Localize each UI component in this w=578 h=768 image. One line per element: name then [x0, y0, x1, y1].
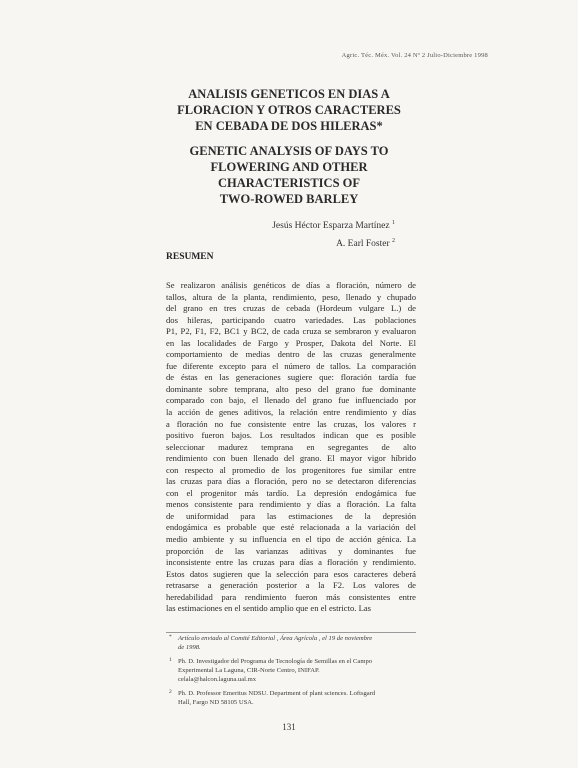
footnote-mark: 1 — [169, 657, 172, 663]
abstract-line: comparado con bajo, el llenado del grano fue influenciado por — [166, 395, 416, 406]
footnote-divider — [166, 632, 416, 633]
page-number: 131 — [282, 722, 296, 732]
footnote-line: celala@halcon.laguna.ual.mx — [178, 676, 257, 683]
abstract-line: proporción de las varianzas aditivas y dominantes fue — [166, 545, 416, 556]
abstract-line: dominante sobre temprana, alto peso del grano fue dominante — [166, 383, 416, 394]
footnote-line: Ph. D. Investigador del Programa de Tecnología de Semillas en el Campo — [178, 658, 373, 665]
abstract-line: seleccionar madurez temprana en segregantes de alto — [166, 441, 416, 452]
abstract-line: a floración no fue consistente entre las cruzas, los valores r — [166, 418, 416, 429]
footnote — [166, 657, 416, 684]
abstract-line: de éstas en las generaciones sugiere que: floración tardía fue — [166, 372, 416, 383]
footnotes — [166, 634, 416, 712]
author — [272, 216, 395, 234]
spanish-title-line: EN CEBADA DE DOS HILERAS* — [195, 119, 383, 133]
author-name: Jesús Héctor Esparza Martínez — [272, 221, 390, 232]
footnote-line: Ph. D. Professor Emeritus NDSU. Department of plant sciences. Loftsgard — [178, 690, 376, 697]
abstract-line: fue diferente excepto para el número de tallos. La comparación — [166, 360, 416, 371]
abstract-line: P1, P2, F1, F2, BC1 y BC2, de cada cruza se sembraron y evaluaron — [166, 326, 416, 337]
abstract-line: menos consistente para rendimiento y días a floración. La falta — [166, 499, 416, 510]
abstract-line: de uniformidad para las estimaciones de la depresión — [166, 510, 416, 521]
abstract-line: con el progenitor más tardío. La depresión endogámica fue — [166, 487, 416, 498]
footnote-mark: * — [169, 634, 172, 640]
footnote — [166, 634, 416, 652]
spanish-title — [0, 86, 578, 134]
footnote-line: Experimental La Laguna, CIR-Norte Centro, INIFAP. — [178, 667, 320, 674]
author — [272, 234, 395, 252]
abstract-line: inconsistente entre las cruzas para días a floración y rendimiento. — [166, 557, 416, 568]
footnote-line: de 1998. — [178, 644, 201, 651]
spanish-title-line: FLORACION Y OTROS CARACTERES — [177, 103, 401, 117]
abstract-line: las estimaciones en el sentido amplio que en el estricto. Las — [166, 603, 371, 614]
abstract-line: las cruzas para días a floración, pero no se detectaron diferencias — [166, 476, 416, 487]
abstract-body — [166, 280, 416, 615]
footnote-mark: 2 — [169, 689, 172, 695]
abstract-line: Estos datos sugieren que la selección para esos caracteres deberá — [166, 568, 416, 579]
abstract-line: con respecto al promedio de los progenitores fue similar entre — [166, 464, 416, 475]
abstract-line: comportamiento de medias dentro de las cruzas generalmente — [166, 349, 416, 360]
english-title-line: TWO-ROWED BARLEY — [219, 192, 359, 206]
abstract-line: heredabilidad para rendimiento fueron más consistentes entre — [166, 591, 416, 602]
english-title-line: CHARACTERISTICS OF — [217, 176, 361, 190]
abstract-line: rendimiento con buen llenado del grano. El mayor vigor híbrido — [166, 453, 416, 464]
abstract-line: Se realizaron análisis genéticos de días a floración, número de — [166, 280, 416, 290]
abstract-line: retrasarse a generación posterior a la F2. Los valores de — [166, 580, 416, 591]
abstract-line: medio ambiente y su influencia en el tipo de acción génica. La — [166, 534, 416, 545]
english-title — [0, 143, 578, 207]
affiliation-mark: 2 — [392, 238, 395, 245]
abstract-line: positivo fueron bajos. Los resultados indican que es posible — [166, 430, 416, 441]
abstract-line: del grano en tres cruzas de cebada (Hordeum vulgare L.) de — [166, 303, 416, 314]
english-title-line: FLOWERING AND OTHER — [210, 160, 368, 174]
footnote — [166, 689, 416, 707]
author-list — [272, 216, 395, 252]
english-title-line: GENETIC ANALYSIS OF DAYS TO — [189, 144, 389, 158]
affiliation-mark: 1 — [392, 220, 395, 226]
abstract-line: dos hileras, participando cuatro variedades. Las poblaciones — [166, 314, 416, 325]
spanish-title-line: ANALISIS GENETICOS EN DIAS A — [188, 87, 390, 101]
section-heading: RESUMEN — [166, 252, 214, 262]
abstract-line: en las localidades de Fargo y Prosper, Dakota del Norte. El — [166, 337, 416, 348]
author-name: A. Earl Foster — [336, 239, 390, 250]
footnote-line: Hall, Fargo ND 58105 USA. — [178, 699, 254, 706]
abstract-line: la acción de genes aditivos, la relación entre rendimiento y días — [166, 407, 416, 418]
footnote-line: Artículo enviado al Comité Editorial , Área Agrícola , el 19 de noviembre — [178, 635, 373, 642]
abstract-line: endogámica es probable que esté relacionada a la variación del — [166, 522, 416, 533]
running-head: Agric. Téc. Méx. Vol. 24 Nº 2 Julio-Diciembre 1998 — [341, 52, 488, 59]
abstract-line: tallos, altura de la planta, rendimiento, peso, llenado y chupado — [166, 291, 416, 302]
